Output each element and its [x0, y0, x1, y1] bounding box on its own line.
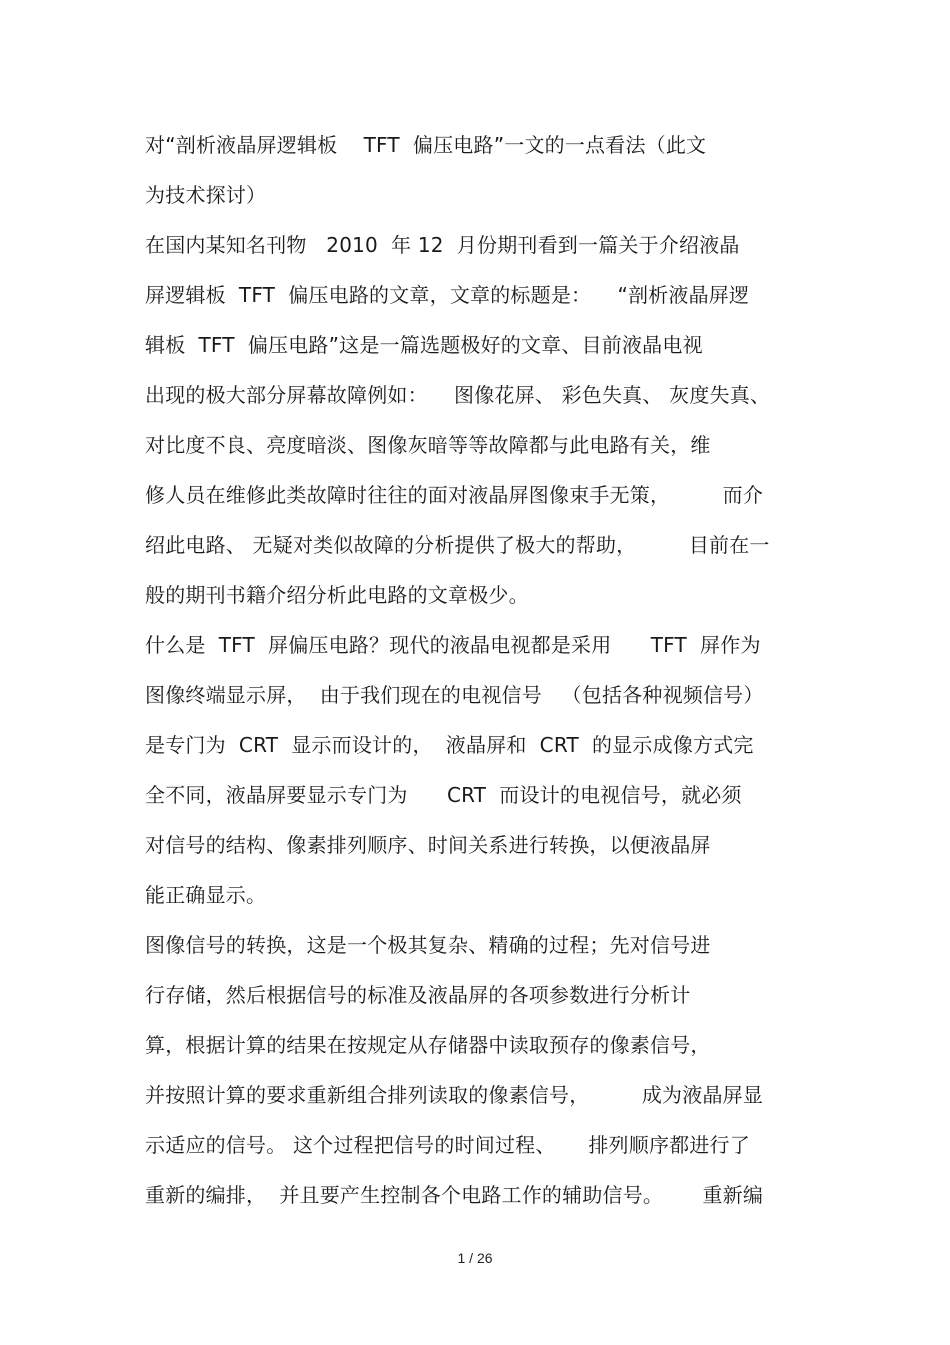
page-number: 1 / 26	[457, 1250, 493, 1266]
text-line: 绍此电路、 无疑对类似故障的分析提供了极大的帮助， 目前在一	[145, 533, 770, 557]
text-line: 能正确显示。	[145, 883, 267, 907]
text-line: 算，根据计算的结果在按规定从存储器中读取预存的像素信号，	[145, 1033, 711, 1057]
text-line: 对信号的结构、像素排列顺序、时间关系进行转换，以便液晶屏	[145, 833, 711, 857]
text-line: 图像信号的转换，这是一个极其复杂、精确的过程；先对信号进	[145, 933, 711, 957]
text-line: 修人员在维修此类故障时往往的面对液晶屏图像束手无策， 而介	[145, 483, 764, 507]
text-line: 是专门为 CRT 显示而设计的， 液晶屏和 CRT 的显示成像方式完	[145, 733, 754, 757]
text-line: 对“剖析液晶屏逻辑板 TFT 偏压电路”一文的一点看法（此文	[145, 133, 707, 157]
text-line: 般的期刊书籍介绍分析此电路的文章极少。	[145, 583, 529, 607]
text-line: 为技术探讨）	[145, 183, 267, 207]
text-line: 屏逻辑板 TFT 偏压电路的文章，文章的标题是： “剖析液晶屏逻	[145, 283, 750, 307]
text-line: 在国内某知名刊物 2010 年 12 月份期刊看到一篇关于介绍液晶	[145, 233, 740, 257]
text-line: 对比度不良、亮度暗淡、图像灰暗等等故障都与此电路有关，维	[145, 433, 711, 457]
text-line: 行存储，然后根据信号的标准及液晶屏的各项参数进行分析计	[145, 983, 691, 1007]
text-line: 示适应的信号。 这个过程把信号的时间过程、 排列顺序都进行了	[145, 1133, 750, 1157]
text-line: 辑板 TFT 偏压电路”这是一篇选题极好的文章、目前液晶电视	[145, 333, 703, 357]
text-line: 什么是 TFT 屏偏压电路？现代的液晶电视都是采用 TFT 屏作为	[145, 633, 761, 657]
text-line: 出现的极大部分屏幕故障例如： 图像花屏、 彩色失真、 灰度失真、	[145, 383, 771, 407]
text-line: 全不同，液晶屏要显示专门为 CRT 而设计的电视信号，就必须	[145, 783, 742, 807]
text-line: 图像终端显示屏， 由于我们现在的电视信号 （包括各种视频信号）	[145, 683, 764, 707]
text-line: 重新的编排， 并且要产生控制各个电路工作的辅助信号。 重新编	[145, 1183, 764, 1207]
text-line: 并按照计算的要求重新组合排列读取的像素信号， 成为液晶屏显	[145, 1083, 764, 1107]
